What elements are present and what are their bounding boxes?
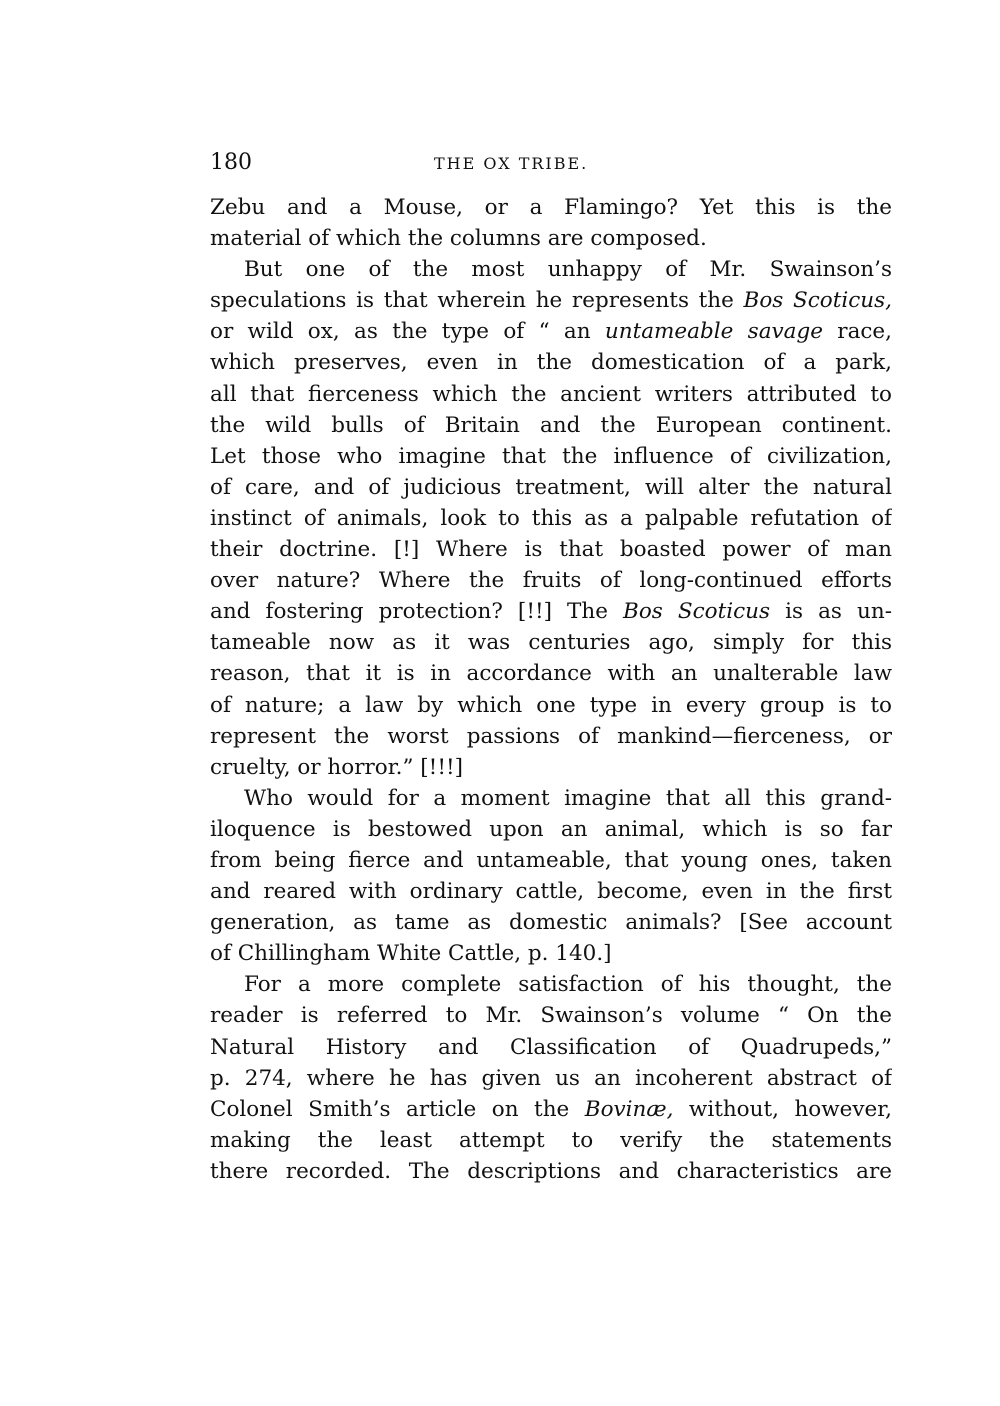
running-title: THE OX TRIBE. (434, 154, 589, 173)
italic-text: Bos Scoticus (623, 599, 771, 625)
text-segment: generation, as tame as domestic animals? [See account (210, 910, 892, 936)
page-number: 180 (210, 150, 252, 175)
italic-text: untameable savage (604, 319, 823, 345)
text-segment: Who would for a moment imagine that all this grand- (244, 785, 892, 811)
text-line (210, 1125, 892, 1156)
text-line (210, 627, 892, 658)
text-segment: reason, that it is in accordance with an unalterable law (210, 661, 892, 687)
text-segment: without, however, (673, 1096, 892, 1122)
text-segment: For a more complete satisfaction of his thought, the (244, 972, 892, 998)
text-segment: represent the worst passions of mankind—fierceness, or (210, 723, 892, 749)
text-line (210, 876, 892, 907)
text-line (210, 316, 892, 347)
text-segment: But one of the most unhappy of Mr. Swainson’s (244, 257, 892, 283)
text-segment: iloquence is bestowed upon an animal, which is so far (210, 816, 892, 842)
text-line (210, 814, 892, 845)
text-segment: or wild ox, as the type of “ an (210, 319, 605, 345)
text-line (210, 347, 892, 378)
text-line (210, 1032, 892, 1063)
text-segment: race, (822, 319, 892, 345)
text-segment: of Chillingham White Cattle, p. 140.] (210, 941, 612, 967)
text-segment: their doctrine. [!] Where is that boasted power of man (210, 537, 892, 563)
text-segment: Let those who imagine that the influence of civilization, (210, 443, 892, 469)
text-line (210, 192, 892, 223)
text-line (210, 783, 892, 814)
text-line (210, 223, 892, 254)
text-line (210, 721, 892, 752)
text-line (210, 690, 892, 721)
text-segment: making the least attempt to verify the statements (210, 1127, 892, 1153)
text-segment: of care, and of judicious treatment, will alter the natural (210, 474, 892, 500)
text-line (210, 1063, 892, 1094)
text-line (210, 907, 892, 938)
text-segment: Colonel Smith’s article on the (210, 1096, 585, 1122)
text-segment: reader is referred to Mr. Swainson’s volume “ On the (210, 1003, 892, 1029)
text-line (210, 1094, 892, 1125)
text-line (210, 969, 892, 1000)
text-line (210, 254, 892, 285)
text-line (210, 285, 892, 316)
text-segment: material of which the columns are composed. (210, 226, 707, 252)
text-line (210, 503, 892, 534)
italic-text: Bovinæ, (584, 1096, 674, 1122)
text-line (210, 658, 892, 689)
text-line (210, 410, 892, 441)
text-segment: of nature; a law by which one type in every group is to (210, 692, 892, 718)
text-segment: from being fierce and untameable, that young ones, taken (210, 847, 892, 873)
text-line (210, 845, 892, 876)
text-segment: over nature? Where the fruits of long-continued efforts (210, 568, 892, 594)
text-segment: instinct of animals, look to this as a palpable refutation of (210, 505, 892, 531)
text-line (210, 441, 892, 472)
text-segment: the wild bulls of Britain and the European continent. (210, 412, 892, 438)
text-line (210, 534, 892, 565)
text-line (210, 565, 892, 596)
text-line (210, 1000, 892, 1031)
text-segment: Zebu and a Mouse, or a Flamingo? Yet this is the (210, 195, 892, 220)
text-segment: which preserves, even in the domestication of a park, (210, 350, 892, 376)
text-line (210, 596, 892, 627)
text-line (210, 1156, 892, 1187)
text-line (210, 938, 892, 969)
text-segment: cruelty, or horror.” [!!!] (210, 754, 463, 780)
text-segment: Natural History and Classification of Quadrupeds,” (210, 1034, 892, 1060)
body-text (210, 192, 892, 1187)
text-segment: is as un- (770, 599, 892, 625)
text-segment: speculations is that wherein he represents the (210, 288, 744, 314)
text-line (210, 752, 892, 783)
text-segment: tameable now as it was centuries ago, simply for this (210, 630, 892, 656)
text-segment: there recorded. The descriptions and characteristics are (210, 1158, 892, 1184)
text-segment: all that fierceness which the ancient writers attributed to (210, 381, 892, 407)
text-segment: and fostering protection? [!!] The (210, 599, 624, 625)
book-page (210, 150, 892, 1187)
text-line (210, 379, 892, 410)
italic-text: Bos Scoticus, (743, 288, 892, 314)
text-segment: and reared with ordinary cattle, become, even in the first (210, 879, 892, 905)
running-head (210, 150, 892, 184)
text-line (210, 472, 892, 503)
text-segment: p. 274, where he has given us an incoherent abstract of (210, 1065, 892, 1091)
